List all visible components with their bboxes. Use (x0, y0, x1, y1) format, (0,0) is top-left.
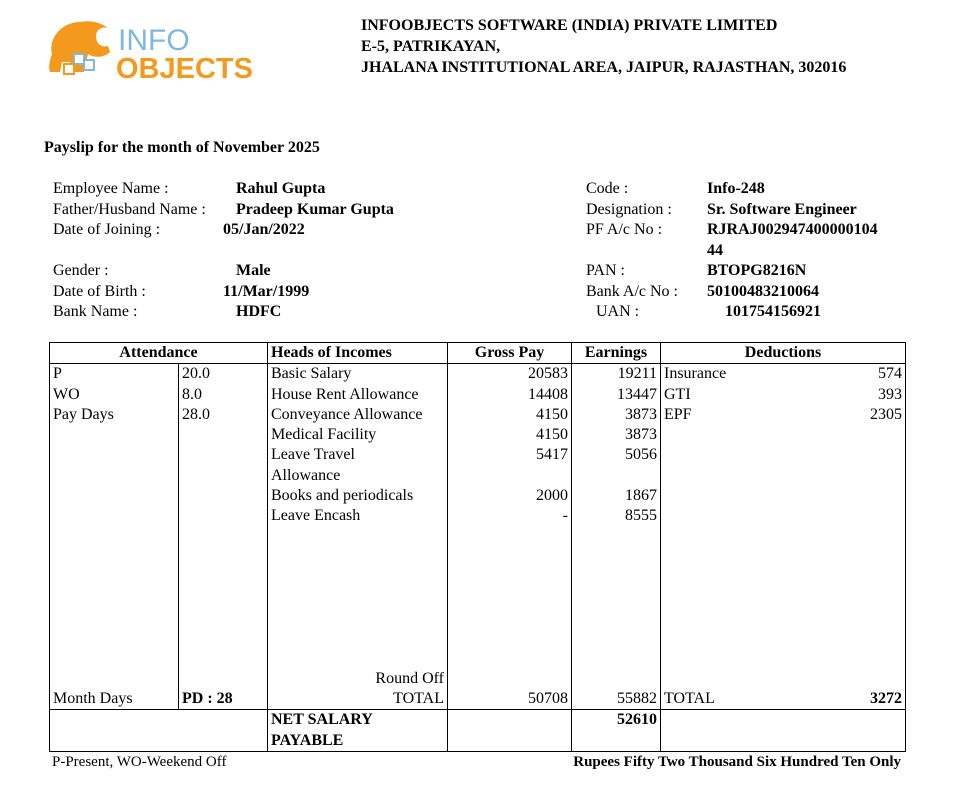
heads-header: Heads of Incomes (268, 343, 448, 364)
income-head: Leave Encash (271, 507, 361, 525)
earning-value: 3873 (625, 426, 657, 444)
father-name: Pradeep Kumar Gupta (236, 200, 394, 218)
deduction-name: Insurance (664, 365, 727, 383)
gender-value: Male (236, 262, 271, 279)
company-header (361, 15, 846, 78)
deduction-name: EPF (664, 405, 692, 423)
gross-value: - (562, 507, 568, 525)
income-head: Basic Salary (271, 365, 352, 383)
earning-value: 1867 (625, 487, 657, 505)
income-heads-cell (268, 364, 448, 669)
income-head: Books and periodicals (271, 487, 414, 505)
amount-in-words: Rupees Fifty Two Thousand Six Hundred Ten Only (573, 754, 901, 770)
pan-label: PAN : (586, 262, 625, 279)
round-off-label: Round Off (268, 669, 448, 689)
deduction-amounts-cell (807, 364, 906, 669)
income-head: Medical Facility (271, 426, 377, 444)
attendance-legend: P-Present, WO-Weekend Off (52, 754, 227, 770)
earning-value: 13447 (617, 385, 657, 403)
doj-value: 05/Jan/2022 (223, 221, 305, 238)
pan-value: BTOPG8216N (707, 262, 807, 279)
gender-label: Gender : (53, 262, 109, 279)
net-salary-label: NET SALARY PAYABLE (268, 710, 448, 752)
uan-value: 101754156921 (725, 303, 821, 320)
dob-value: 11/Mar/1999 (223, 282, 310, 300)
earnings-header: Earnings (572, 343, 661, 364)
code-label: Code : (586, 180, 629, 197)
attendance-label: WO (53, 385, 80, 403)
gross-value: 20583 (528, 365, 568, 383)
deduction-name: GTI (664, 385, 691, 403)
attendance-header: Attendance (50, 343, 268, 364)
deductions-total-label: TOTAL (661, 689, 807, 710)
gross-total: 50708 (448, 689, 572, 710)
income-head: Conveyance Allowance (271, 405, 423, 423)
pf-value-line1: RJRAJ002947400000104 (707, 221, 878, 238)
attendance-value: 20.0 (182, 365, 210, 383)
dob-label: Date of Birth : (53, 282, 146, 300)
gross-value: 4150 (536, 405, 568, 423)
month-days-label: Month Days (50, 689, 179, 710)
designation-label: Designation : (586, 200, 672, 218)
net-salary-row (50, 710, 906, 752)
earnings-values-cell (572, 364, 661, 669)
attendance-labels-cell (50, 364, 179, 669)
salary-table (49, 342, 906, 752)
doj-label: Date of Joining : (53, 221, 161, 238)
employee-name: Rahul Gupta (236, 180, 326, 197)
attendance-label: P (53, 365, 62, 383)
gross-value: 14408 (528, 385, 568, 403)
earning-value: 8555 (625, 507, 657, 525)
payslip-title: Payslip for the month of November 2025 (44, 139, 320, 156)
deduction-amount: 574 (878, 365, 903, 383)
gross-value: 4150 (536, 426, 568, 444)
deductions-total: 3272 (807, 689, 906, 710)
total-row (50, 689, 906, 710)
uan-label: UAN : (596, 303, 640, 320)
logo-text-bottom: OBJECTS (116, 53, 253, 84)
earning-value: 3873 (625, 405, 657, 423)
round-off-row (50, 669, 906, 689)
employee-name-label: Employee Name : (53, 180, 169, 197)
bank-ac-label: Bank A/c No : (586, 282, 678, 300)
pd-value: PD : 28 (179, 689, 268, 710)
total-label: TOTAL (268, 689, 448, 710)
attendance-values-cell (179, 364, 268, 669)
gross-value: 2000 (536, 487, 568, 505)
company-logo (44, 14, 294, 84)
deduction-amount: 2305 (870, 405, 903, 423)
body-row (50, 364, 906, 669)
code-value: Info-248 (707, 180, 765, 197)
attendance-value: 8.0 (182, 385, 202, 403)
deduction-amount: 393 (878, 385, 903, 403)
bank-name-label: Bank Name : (53, 303, 138, 320)
elephant-logo-icon (44, 14, 294, 84)
earnings-total: 55882 (572, 689, 661, 710)
gross-values-cell (448, 364, 572, 669)
earning-value: 19211 (617, 365, 657, 383)
income-head: House Rent Allowance (271, 385, 419, 403)
net-salary-value: 52610 (572, 710, 661, 752)
company-name: INFOOBJECTS SOFTWARE (INDIA) PRIVATE LIMITED (361, 17, 778, 34)
father-name-label: Father/Husband Name : (53, 200, 206, 218)
logo-text-top: INFO (118, 24, 190, 57)
designation-value: Sr. Software Engineer (707, 200, 857, 218)
income-head: Leave Travel Allowance (271, 446, 355, 484)
earning-value: 5056 (625, 446, 657, 464)
gross-value: 5417 (536, 446, 568, 464)
gross-header: Gross Pay (448, 343, 572, 364)
bank-ac-value: 50100483210064 (707, 282, 819, 300)
attendance-label: Pay Days (53, 405, 114, 423)
deduction-names-cell (661, 364, 807, 669)
address-line-2: JHALANA INSTITUTIONAL AREA, JAIPUR, RAJASTHAN, 302016 (361, 59, 847, 76)
address-line-1: E-5, PATRIKAYAN, (361, 38, 501, 55)
pf-label: PF A/c No : (586, 221, 663, 238)
table-header-row (50, 343, 906, 364)
bank-name: HDFC (236, 303, 282, 320)
deductions-header: Deductions (661, 343, 906, 364)
pf-value-line2: 44 (707, 241, 723, 259)
attendance-value: 28.0 (182, 405, 210, 423)
